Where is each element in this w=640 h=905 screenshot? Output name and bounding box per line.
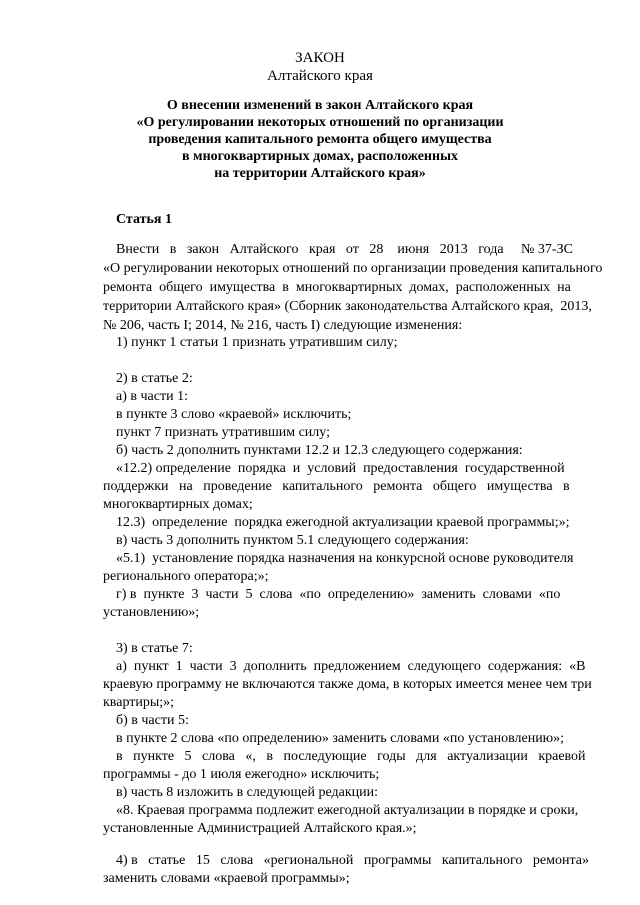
body-line: пункт 7 признать утратившим силу;: [116, 425, 330, 440]
body-line: многоквартирных домах;: [103, 497, 253, 512]
body-line: № 206, часть I; 2014, № 216, часть I) следующие изменения:: [103, 318, 463, 333]
body-line: в пункте 5 слова «, в последующие годы для актуализации краевой: [116, 749, 586, 764]
body-line: б) в части 5:: [116, 713, 189, 728]
law-heading: ЗАКОН: [295, 50, 345, 66]
body-line: в) часть 3 дополнить пунктом 5.1 следующего содержания:: [116, 533, 469, 548]
body-line: территории Алтайского края» (Сборник законодательства Алтайского края, 2013,: [103, 299, 592, 314]
body-line: «8. Краевая программа подлежит ежегодной актуализации в порядке и сроки,: [116, 803, 579, 818]
region-heading: Алтайского края: [267, 68, 373, 84]
body-line: ремонта общего имущества в многоквартирных домах, расположенных на: [103, 280, 571, 295]
body-line: в) часть 8 изложить в следующей редакции:: [116, 785, 379, 800]
title-line: О внесении изменений в закон Алтайского края: [166, 98, 474, 113]
body-line: регионального оператора;»;: [103, 569, 269, 584]
body-line: б) часть 2 дополнить пунктами 12.2 и 12.3 следующего содержания:: [116, 443, 523, 458]
body-line: а) пункт 1 части 3 дополнить предложением следующего содержания: «В: [116, 659, 586, 674]
body-line: установленные Администрацией Алтайского края.»;: [103, 821, 417, 836]
body-line: «О регулировании некоторых отношений по организации проведения капитального: [103, 261, 603, 276]
body-line: «12.2) определение порядка и условий предоставления государственной: [116, 461, 565, 476]
body-line: в пункте 2 слова «по определению» заменить словами «по установлению»;: [116, 731, 565, 746]
body-line: 12.3) определение порядка ежегодной актуализации краевой программы;»;: [116, 515, 570, 530]
title-line: на территории Алтайского края»: [214, 166, 426, 181]
body-line: Внести в закон Алтайского края от 28 июня 2013 года № 37-ЗС: [116, 242, 573, 257]
body-line: г) в пункте 3 части 5 слова «по определению» заменить словами «по: [116, 587, 561, 602]
body-line: поддержки на проведение капитального ремонта общего имущества в: [103, 479, 570, 494]
body-line: установлению»;: [103, 605, 200, 620]
body-line: программы - до 1 июля ежегодно» исключить;: [103, 767, 380, 782]
title-line: «О регулировании некоторых отношений по организации: [136, 115, 504, 130]
title-line: в многоквартирных домах, расположенных: [181, 149, 458, 164]
body-line: в пункте 3 слово «краевой» исключить;: [116, 407, 352, 422]
body-line: а) в части 1:: [116, 389, 188, 404]
body-line: краевую программу не включаются также дома, в которых имеется менее чем три: [103, 677, 592, 692]
title-line: проведения капитального ремонта общего имущества: [148, 132, 492, 147]
body-line: 2) в статье 2:: [116, 371, 193, 386]
body-line: 1) пункт 1 статьи 1 признать утратившим силу;: [116, 335, 398, 350]
body-line: 4) в статье 15 слова «региональной программы капитального ремонта»: [116, 853, 589, 868]
article-heading: Статья 1: [116, 212, 172, 227]
body-line: «5.1) установление порядка назначения на конкурсной основе руководителя: [116, 551, 574, 566]
body-line: заменить словами «краевой программы»;: [103, 871, 350, 886]
body-line: 3) в статье 7:: [116, 641, 193, 656]
body-line: квартиры;»;: [103, 695, 175, 710]
